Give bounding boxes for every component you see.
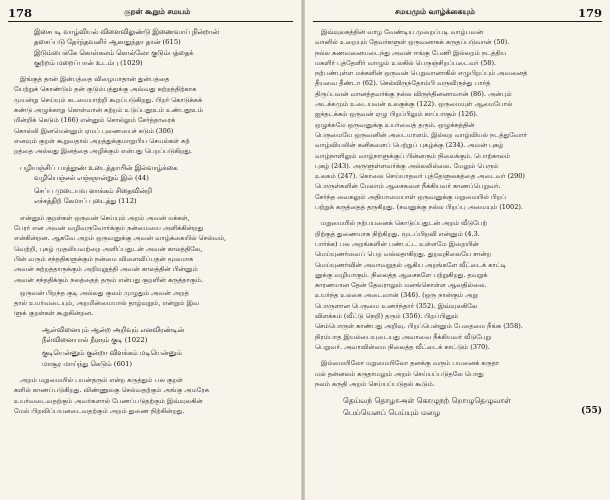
verse-line: தசைப்படு தேர்ந்தவனிர் ஆகாதுந்தா தான் (615) xyxy=(34,38,181,47)
text-line: மேல் பிறவிப்பயனடைவதற்கும் அறம் துணை நிற்கின்றது. xyxy=(14,406,185,415)
text-line: வாழ்வியலின் கனிகளைப் பெற்றுப் புகழ்க்கு (234). அவன் புகழ் xyxy=(315,141,504,150)
left-header xyxy=(8,6,293,20)
text-line: காரணமான தேன் தேவராலும் மனங்கொள்ள ஆவதில்லை. xyxy=(315,281,487,290)
verse-line: பெய்யெனப் பெய்யும் மழை xyxy=(343,407,441,417)
verse-line: எச்சத்திற் கேமாப் புடைத்து (112) xyxy=(34,197,137,206)
verse-line: தெய்வந் தொழாஅள் கொழுநற் றொழுதெழுவாள் xyxy=(343,396,511,406)
text-line: அவன் சுற்றத்தாருக்கும் அறிவுறுத்தி அவன் காலத்தின் பின்னும் xyxy=(14,265,198,274)
text-line: பேரர் என அவன் வழிவருவோர்க்கும் நன்மையை அளிக்கின்றது xyxy=(14,224,204,233)
text-line: செம்பொருள் காண்பது அறிவு. பிறப்பென்னும் பேதைமை நீங்க (358). xyxy=(315,322,523,331)
couplet-number: (55) xyxy=(580,406,602,416)
text-line: அடக்கமும் உடையவன் உலகுக்கு (122). ஒருமையுள் ஆமைபோல் xyxy=(315,100,513,109)
text-line: வானில் உறையும் தேவர்களுள் ஒருவனாகக் கருதப்படுவான் (50). xyxy=(315,38,510,47)
text-line: என்கின்றன. ஆகவே அறம் ஒருவனுக்கு அவன் வாழ்க்கையில் செல்வம், xyxy=(14,234,227,243)
text-line: தீயவை தீண்டா (62). செல்விருந்தோம்பி வருவிருந்து பார்த் xyxy=(315,79,491,88)
text-line: னுக்கு வழியாகும். நிலைத்த ஆசைகளே பற்றுகிறது. தவறுக் xyxy=(315,270,488,279)
text-line: பின் வரும் சந்ததிகளுக்கும் நன்மை விளைவிப்பதன் மூலமாக xyxy=(14,254,194,263)
verse-line: ஆள்வினையும் ஆன்ற அறிவும் எனவிரண்டின் xyxy=(42,325,185,334)
right-header-rule xyxy=(313,21,602,22)
verse-line: குடியென்னும் குன்றா விளக்கம் மடியென்னும் xyxy=(42,349,182,358)
text-line: ஒழுக்கமே ஒருவனுக்கு உயர்வைத் தரும். ஒழுக்கத்தின் xyxy=(315,120,475,129)
right-page-number: 179 xyxy=(577,6,602,20)
verse-line: இசைபடி வாழ்வியல் விளைவிலுண்டு இணைவாய் நின்றான் xyxy=(34,28,219,36)
left-header-rule xyxy=(8,21,293,22)
verse-line: குற்றம் மறைப்பான் உடம்பு (1029) xyxy=(34,58,143,67)
text-line: இம்மையிலோ மறுமையிலோ தனக்கு வரும் பயனைக் கருதா xyxy=(321,359,500,368)
text-line: தால் உயர்வடையும், அறமின்மையால் தாழ்வுறும், என்றும் இவ xyxy=(14,299,200,308)
text-line: உலகம் (247). கொலை செய்யாதவர் புத்தேளுலகத்தை அடைவர் (290) xyxy=(315,172,525,181)
text-line: என்னும் குறள்கள் ஒருவன் செய்யும் அறம் அவன் மக்கள், xyxy=(20,213,190,222)
text-line: இவ்வுலகத்தின் வாழ வேண்டிய முறைப்படி வாழ்பவன் xyxy=(321,28,483,36)
text-line: ஒருவன் பிறந்த குடி அல்லது குலம் முழுதும் அவன் அறத் xyxy=(20,288,189,297)
left-page-body xyxy=(14,27,291,416)
text-line: ஐந்தடக்கம் ஒருவன் ஏழு பிறப்பிலும் காப்பாகும் (126). xyxy=(315,110,478,119)
text-line: நல்ல கணவனையடைந்து அவன் ஈங்கு பேணி இல்லறம் நடத்திய xyxy=(315,48,507,57)
text-line: உயர்ந்த உலகை அடைவான் (346). (ஒரு நான்கும் அறு xyxy=(315,291,478,300)
text-line: மறுமையில் நற்பயனைக் கொடுப்பதுடன் அறம் வீடுபேற் xyxy=(321,219,487,228)
text-line: வாழ்நாளிலும் வாழ்நாளுக்குப் பின்னரும் நிலைக்கும். பொற்காலம் xyxy=(315,151,511,160)
left-page xyxy=(0,0,301,500)
verse-line: பழியஞ்சிப் பாத்தூண் உடைத்தாயின் இல்வாழ்க்கை xyxy=(20,163,178,172)
verse-line: இடும்பைக்கே கொள்கலம் கொல்லோ குடும்பத்தைக் xyxy=(34,48,194,57)
text-line: சேர்ந்த வைகலும் அதியாமையாள் ஒருவனுக்கு மறுமையில் பிறப் xyxy=(315,192,506,201)
verse-line: வழியெஞ்சல் எஞ்ஞான்றும் இல் (44) xyxy=(34,173,149,182)
text-line: விளக்கம் (வீட்டு நெறி) தரும் (356). பிறப்பினும் xyxy=(315,312,459,321)
text-line: மெய்யுணர்வின் அவாவறுதல் ஆகிய அறங்களே வீட்டைக் காட்டி xyxy=(315,260,507,269)
text-line: பார்க்க) பல அறங்களின் பண்பட்ட உள்ளமே இறையின் xyxy=(315,239,479,248)
text-line: முயன்று செய்யும் கடமையாற்றி கூறப்படுகிறது. பிறர் கொடுக்கக் xyxy=(14,95,203,104)
text-line: மெய்யுணர்வைப் பெற வல்லதாகிறது. துறவுநிலையே சான்ற xyxy=(315,250,492,259)
right-page xyxy=(305,0,610,500)
right-page-body xyxy=(315,27,602,418)
text-line: பொருள்களின் மேலாம் ஆசைகளை நீக்கியவர் காணப்பெறுவர். xyxy=(315,182,501,191)
verse-line: மாசூர மாய்ந்து கெடும் (601) xyxy=(42,359,133,368)
text-line: ளுக் குறள்கள் கூறுகின்றன. xyxy=(14,309,94,318)
text-line: அறம் மறுமையில் பயன்தரும் என்ற கருத்தும் பல குறள் xyxy=(20,375,183,384)
text-line: திருப்பவன் வானத்தவர்க்கு நல்ல விருந்தினனாவான் (86). அன்பும் xyxy=(315,89,512,98)
text-line: நலம் கருதி அறம் செய்யப்படுதல் கூடும். xyxy=(315,379,435,388)
verse-line: நீள்வினையால் நீளும் குடி (1022) xyxy=(42,336,148,345)
text-line: நிரம்பாத இயல்பையுடையது அவாவை நீக்கியவர் வீடுபேறு xyxy=(315,332,492,341)
text-line: மல் தன்னலம் கருதாமலும் அறம் செய்யப்படுதலே பொது xyxy=(315,369,484,378)
text-line: பெறுவர். அவாவின்மை நிலைத்த வீட்டைக் காட்டும் (370). xyxy=(315,342,490,351)
text-line: உயர்வடைவதற்கும் அவர்களால் பேணப்படுதற்கும் இவ்வுலகின் xyxy=(14,396,203,405)
verse-line: செப்ப முடையவ னாக்கம் சிதைவின்றி xyxy=(34,187,153,196)
right-running-head: சமயமும் வாழ்க்கையும் xyxy=(395,7,475,16)
text-line: கொல்லி இனமென்னும் ஏமப் புணையைச் சுடும் (306) xyxy=(14,126,174,135)
text-line: அவன் சந்ததிக்கும் நலத்தைத் தரும் என்பது குறளின் கருத்தாகும். xyxy=(14,275,204,284)
text-line: நற்பண்புள்ள மக்களின் ஒருவன் பெறுவானாகில் எழுபிறப்பும் அவனைத் xyxy=(315,69,528,78)
right-header xyxy=(313,6,602,20)
text-line: பற்றுக் கருத்தைத் தருகிறது. (சவனுக்கு நல்ல பிறப்பு அமையும் (1002). xyxy=(315,203,523,212)
text-line: இங்குத் தான் இன்பத்தை விழையாதான் துன்பத்தை xyxy=(20,75,170,84)
text-line: வெற்றி, புகழ் முதலியவற்றை அளிப்பதுடன் அவன் காலத்திலே, xyxy=(14,244,203,253)
text-line: எனவும் குறள் கூறுவதால் அறத்துக்குமாறுபிய செயல்கள் சுற் xyxy=(14,136,190,145)
text-line: யேற்றுக் கொண்டும் தன் குடும்பத்துக்கு அவ்வது கற்றத்திற்காக xyxy=(14,85,197,94)
left-running-head: குறள் கூறும் சமயம் xyxy=(124,7,191,16)
text-line: களில் காணப்படுகிறது. விண்ணுலகு செல்வதற்கும் அங்கு அமரேசு xyxy=(14,386,209,395)
text-line: பொருளான பெருமை உணர்ந்தார் (352). இவ்வுலகிலே xyxy=(315,301,478,310)
left-page-number: 178 xyxy=(8,6,33,20)
text-line: மின்றிக் கெடும் (166) என்னும் சொல்லும் சேர்த்தாரைக் xyxy=(14,116,176,125)
text-line: பெருமையே ஒருவனின் அடையாளம். இல்லற வாழ்வியல் நடத்துவோர் xyxy=(315,130,527,139)
text-line: றிற்குத் துணையாக நிற்கிறது. மூடப்பிறவி என்னும் (4.3. xyxy=(315,229,480,238)
text-line: புகழ் (243). அருளுள்ளவர்க்கு அல்லலில்லை. மேலும் பெரும் xyxy=(315,161,499,170)
text-line: கண்டு அழுக்காறு கொள்வான் சுற்றம் உடுப்பதூஉம் உண்பதூஉம் xyxy=(14,106,203,115)
text-line: றத்தை அல்லது இனத்தை அழிக்கும் என்பது பெறப்படுகிறது. xyxy=(14,147,193,156)
text-line: மகளிர் புத்தேளிர் வாழும் உலகில் பெருஞ்சிறப்படைவர் (58). xyxy=(315,58,497,67)
